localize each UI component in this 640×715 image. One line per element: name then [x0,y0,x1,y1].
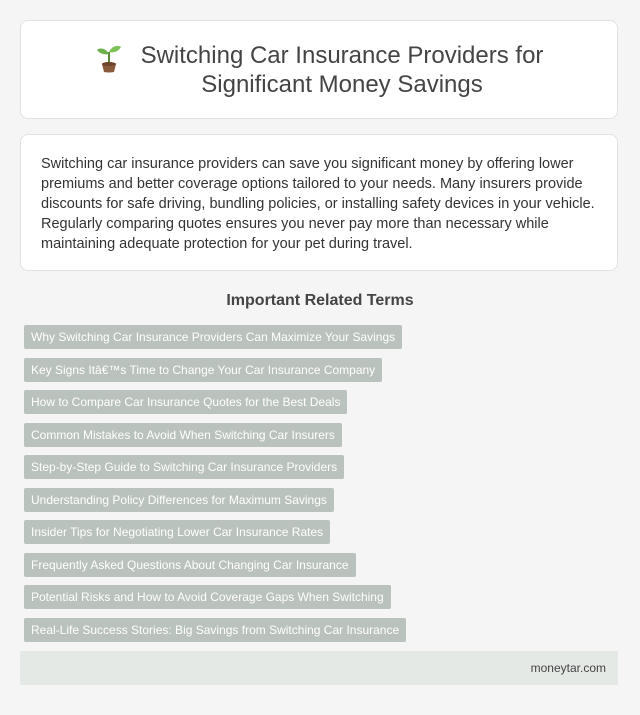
list-item [24,455,406,479]
list-item [24,618,406,642]
related-term-link[interactable]: Common Mistakes to Avoid When Switching Car Insurers [24,423,342,447]
title-wrap [95,41,544,99]
title-line-2: Significant Money Savings [201,70,483,98]
related-terms-heading: Important Related Terms [226,292,414,309]
list-item [24,325,406,349]
related-term-link[interactable]: Step-by-Step Guide to Switching Car Insurance Providers [24,455,344,479]
list-item [24,390,406,414]
site-link[interactable]: moneytar.com [530,661,606,675]
related-term-link[interactable]: Understanding Policy Differences for Maximum Savings [24,488,334,512]
list-item [24,358,406,382]
related-term-link[interactable]: Why Switching Car Insurance Providers Can Maximize Your Savings [24,325,402,349]
related-term-link[interactable]: Frequently Asked Questions About Changing Car Insurance [24,553,356,577]
related-term-link[interactable]: Key Signs Itâ€™s Time to Change Your Car Insurance Company [24,358,382,382]
related-term-link[interactable]: Real-Life Success Stories: Big Savings from Switching Car Insurance [24,618,406,642]
related-term-link[interactable]: How to Compare Car Insurance Quotes for the Best Deals [24,390,347,414]
intro-card [20,134,618,271]
sprout-icon [95,43,123,73]
list-item [24,553,406,577]
footer-bar [20,651,618,685]
list-item [24,520,406,544]
list-item [24,585,406,609]
list-item [24,423,406,447]
page-title [141,41,544,99]
related-term-link[interactable]: Insider Tips for Negotiating Lower Car Insurance Rates [24,520,330,544]
intro-paragraph: Switching car insurance providers can save you significant money by offering lower premiums and better coverage options tailored to your needs. Many insurers provide discounts for safe driving, bundling policies, or installing safety devices in your vehicle. Regularly comparing quotes ensures you never pay more than necessary while maintaining adequate protection for your pet during travel. [41,156,595,252]
title-line-1: Switching Car Insurance Providers for [140,41,544,69]
list-item [24,488,406,512]
related-terms-list [24,325,406,650]
title-card [20,20,618,119]
related-term-link[interactable]: Potential Risks and How to Avoid Coverage Gaps When Switching [24,585,391,609]
